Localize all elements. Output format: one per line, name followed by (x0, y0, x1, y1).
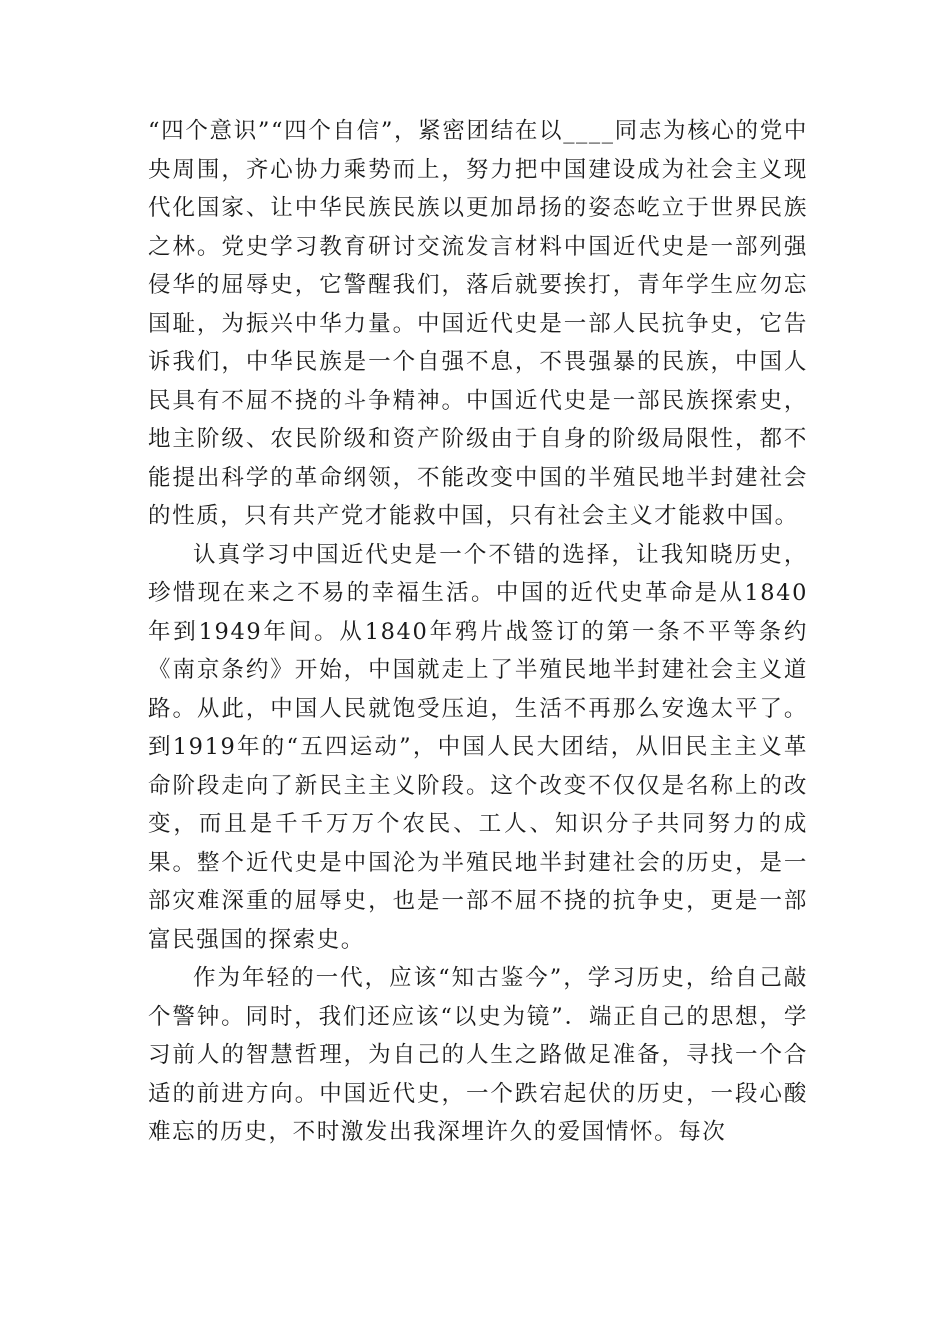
paragraph-1: “四个意识”“四个自信”，紧密团结在以____同志为核心的党中央周围，齐心协力乘势而上，努力把中国建设成为社会主义现代化国家、让中华民族民族以更加昂扬的姿态屹立于世界民族之林。党史学习教育研讨交流发言材料中国近代史是一部列强侵华的屈辱史，它警醒我们，落后就要挨打，青年学生应勿忘国耻，为振兴中华力量。中国近代史是一部人民抗争史，它告诉我们，中华民族是一个自强不息，不畏强暴的民族，中国人民具有不屈不挠的斗争精神。中国近代史是一部民族探索史，地主阶级、农民阶级和资产阶级由于自身的阶级局限性，都不能提出科学的革命纲领，不能改变中国的半殖民地半封建社会的性质，只有共产党才能救中国，只有社会主义才能救中国。 (148, 118, 808, 529)
document-body (148, 112, 808, 1152)
paragraph-3: 作为年轻的一代，应该“知古鉴今”，学习历史，给自己敲个警钟。同时，我们还应该“以史为镜”．端正自己的思想，学习前人的智慧哲理，为自己的人生之路做足准备，寻找一个合适的前进方向。中国近代史，一个跌宕起伏的历史，一段心酸难忘的历史，不时激发出我深埋许久的爱国情怀。每次 (148, 965, 808, 1145)
paragraph-2: 认真学习中国近代史是一个不错的选择，让我知晓历史，珍惜现在来之不易的幸福生活。中国的近代史革命是从1840年到1949年间。从1840年鸦片战签订的第一条不平等条约《南京条约》开始，中国就走上了半殖民地半封建社会主义道路。从此，中国人民就饱受压迫，生活不再那么安逸太平了。到1919年的“五四运动”，中国人民大团结，从旧民主主义革命阶段走向了新民主主义阶段。这个改变不仅仅是名称上的改变，而且是千千万万个农民、工人、知识分子共同努力的成果。整个近代史是中国沦为半殖民地半封建社会的历史，是一部灾难深重的屈辱史，也是一部不屈不挠的抗争史，更是一部富民强国的探索史。 (148, 541, 808, 953)
